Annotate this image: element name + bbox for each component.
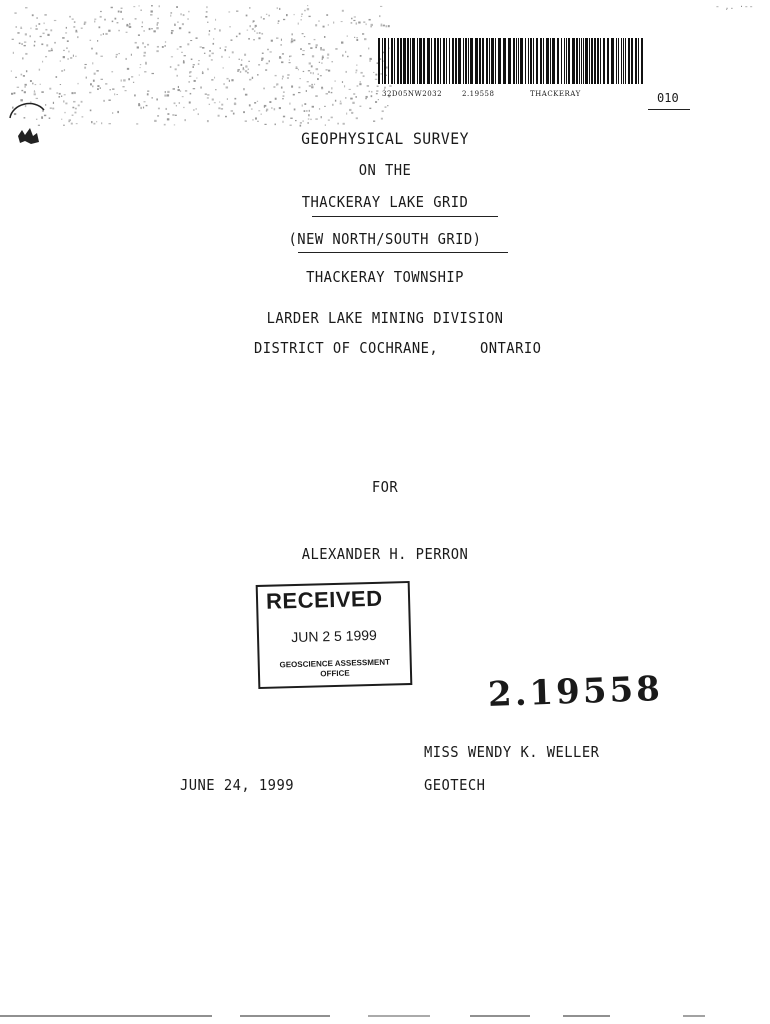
received-stamp bbox=[256, 581, 413, 689]
page-code-rule bbox=[648, 109, 690, 110]
title-rule-1 bbox=[312, 216, 498, 217]
page-code: 010 bbox=[657, 91, 679, 105]
stamp-office-line-1: GEOSCIENCE ASSESSMENT bbox=[279, 657, 391, 670]
barcode-caption-name: THACKERAY bbox=[530, 90, 581, 98]
title-line-6: LARDER LAKE MINING DIVISION bbox=[266, 309, 504, 327]
title-line-4: (NEW NORTH/SOUTH GRID) bbox=[288, 230, 482, 248]
title-line-3: THACKERAY LAKE GRID bbox=[301, 193, 469, 211]
barcode bbox=[378, 38, 644, 84]
for-label: FOR bbox=[371, 478, 399, 496]
title-line-7-left: DISTRICT OF COCHRANE, bbox=[254, 339, 439, 357]
punch-mark bbox=[4, 96, 56, 160]
client-name: ALEXANDER H. PERRON bbox=[301, 545, 469, 563]
author-name: MISS WENDY K. WELLER bbox=[424, 743, 600, 761]
title-line-7-right: ONTARIO bbox=[480, 339, 542, 357]
stamp-title: RECEIVED bbox=[265, 585, 383, 614]
stamp-date: JUN 2 5 1999 bbox=[291, 626, 378, 646]
title-line-1: GEOPHYSICAL SURVEY bbox=[301, 129, 469, 148]
title-line-5: THACKERAY TOWNSHIP bbox=[306, 268, 464, 286]
title-line-2: ON THE bbox=[358, 161, 412, 179]
barcode-caption-num: 2.19558 bbox=[462, 90, 495, 98]
file-number: 2.19558 bbox=[487, 668, 664, 716]
barcode-caption-id: 32D05NW2032 bbox=[382, 90, 443, 98]
footer-rules bbox=[0, 1014, 770, 1018]
title-rule-2 bbox=[298, 252, 508, 253]
corner-marks: - ,. ·-- bbox=[715, 2, 754, 11]
report-date: JUNE 24, 1999 bbox=[180, 776, 294, 794]
stamp-office-line-2: OFFICE bbox=[320, 668, 350, 679]
author-org: GEOTECH bbox=[424, 776, 486, 794]
